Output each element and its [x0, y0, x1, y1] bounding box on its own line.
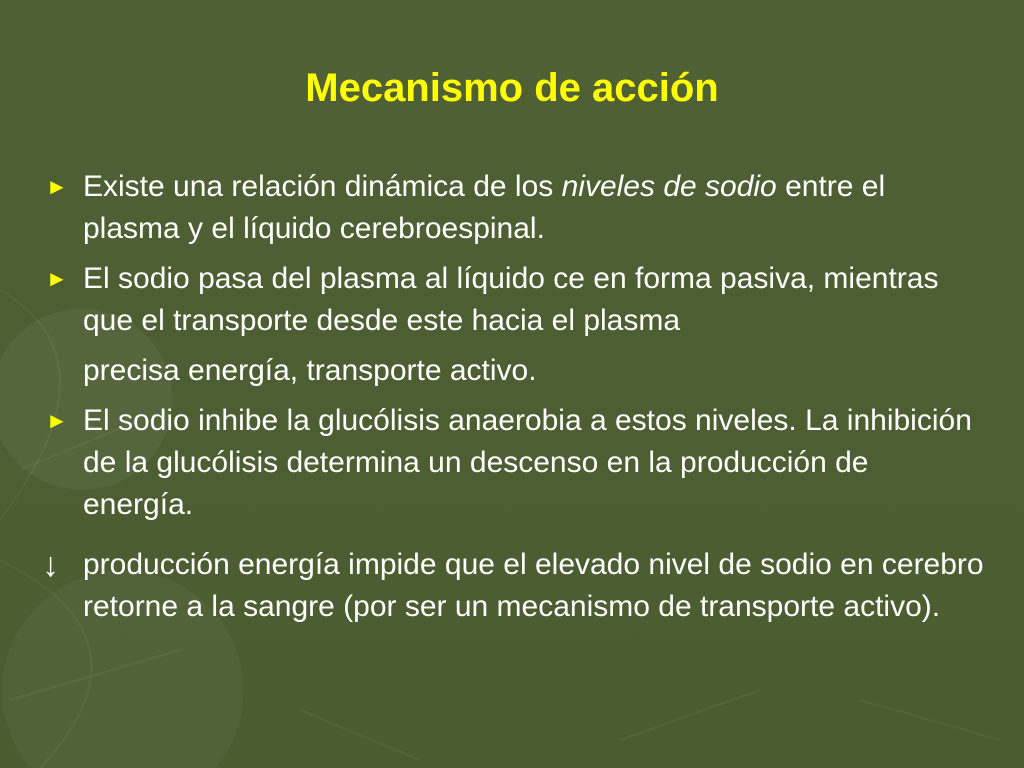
decor-line — [300, 710, 420, 760]
bullet-item — [46, 166, 986, 250]
down-arrow-icon: ↓ — [42, 546, 59, 584]
bullet-text-continuation: precisa energía, transporte activo. — [83, 354, 537, 387]
bullet-text: El sodio inhibe la glucólisis anaerobia a estos niveles. La inhibición de la glucólisis determina un descenso en la producción de energía. — [83, 404, 972, 521]
bullet-text: El sodio pasa del plasma al líquido ce en forma pasiva, mientras que el transporte desde este hacia el plasma — [83, 262, 939, 337]
bullet-arrow-icon: ► — [46, 266, 68, 291]
bullet-text: entre el plasma y el líquido cerebroespinal. — [83, 170, 886, 245]
bullet-item — [46, 258, 986, 392]
bullet-arrow-icon: ► — [46, 408, 68, 433]
slide-title: Mecanismo de acción — [305, 66, 719, 110]
conclusion-paragraph — [42, 544, 986, 628]
decor-line — [620, 690, 760, 740]
bullet-arrow-icon: ► — [46, 174, 68, 199]
bullet-item — [46, 400, 986, 526]
conclusion-text: producción energía impide que el elevado nivel de sodio en cerebro retorne a la sangre (por ser un mecanismo de transporte activo). — [83, 548, 984, 623]
bullet-emphasis: niveles de sodio — [561, 170, 777, 203]
decor-line — [860, 700, 1000, 740]
slide-body — [42, 166, 986, 658]
bullet-text: Existe una relación dinámica de los — [83, 170, 562, 203]
